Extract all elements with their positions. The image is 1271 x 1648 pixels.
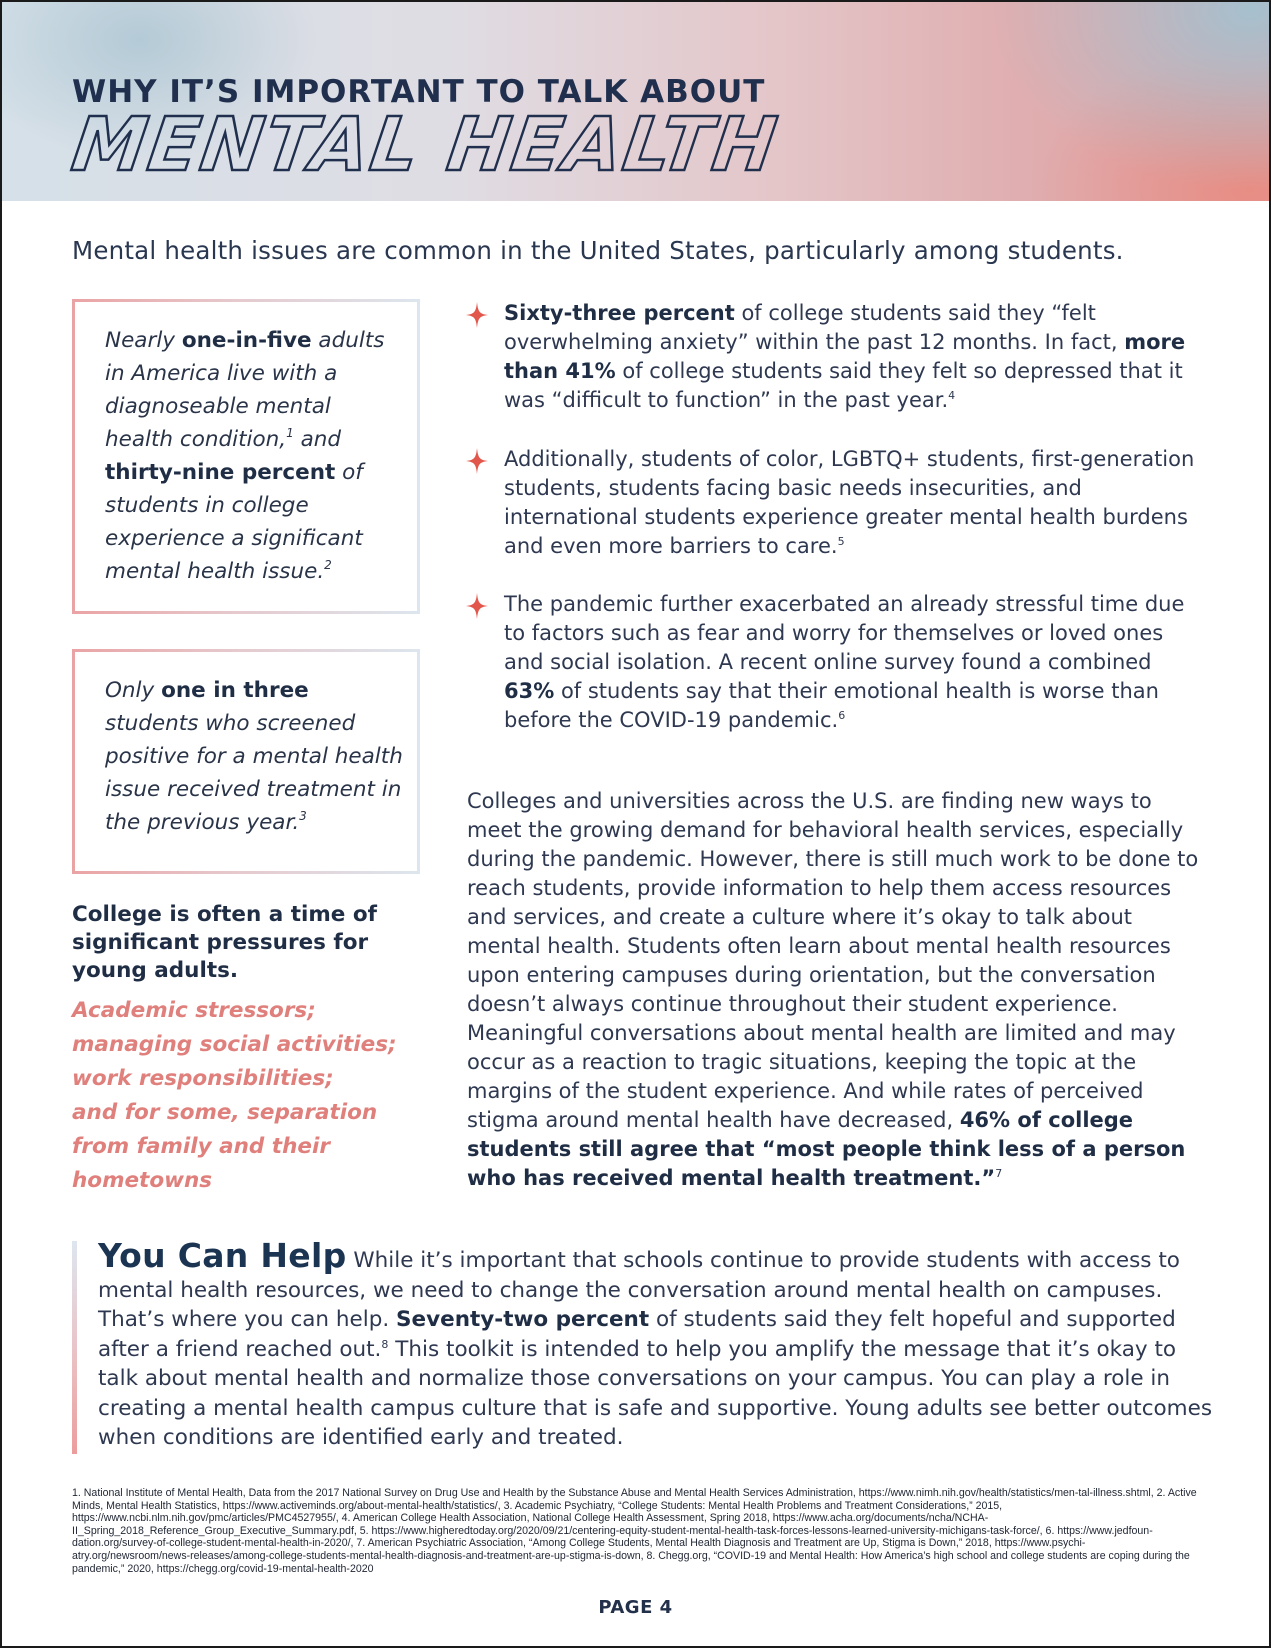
footnotes: 1. National Institute of Mental Health, Data from the 2017 National Survey on Drug Use and Health by the Substance Abuse and Mental Health Services Administration, https://www.nimh.nih.gov/health/statistics/men-tal-illness.shtml, 2. Active Minds, Mental Health Statistics, https://www.activeminds.org/about-mental-health/statistics/, 3. Academic Psychiatry, “College Students: Mental Health Problems and Treatment Considerations,” 2015, https://www.ncbi.nlm.nih.gov/pmc/articles/PMC4527955/, 4. American College Health Association, National College Health Assessment, Spring 2018, https://www.acha.org/documents/ncha/NCHA-II_Spring_2018_Reference_Group_Executive_Summary.pdf, 5. https://www.higheredtoday.org/2020/09/21/centering-equity-student-mental-health-task-forces-lessons-learned-university-michigans-task-force/, 6. https://www.jedfoun-dation.org/survey-of-college-student-mental-health-in-2020/, 7. American Psychiatric Association, “Among College Students, Mental Health Diagnosis and Treatment are Up, Stigma is Down,” 2018, https://www.psychi-atry.org/newsroom/news-releases/among-college-students-mental-health-diagnosis-and-treatment-are-up-stigma-is-down, 8. Chegg.org, “COVID-19 and Mental Health: How America’s high school and college students are coping during the pandemic,” 2020, https://chegg.org/covid-19-mental-health-2020 xyxy=(72,1487,1197,1575)
bullet-item xyxy=(466,299,1206,415)
text-run: of college students said they “felt overwhelming anxiety” within the past 12 months. In fact, xyxy=(504,301,1125,354)
footnote-ref: 5 xyxy=(837,535,845,548)
pressure-item: work responsibilities; xyxy=(72,1066,334,1091)
footnote-ref: 3 xyxy=(299,809,307,823)
page-number: PAGE 4 xyxy=(598,1597,673,1618)
intro-sentence: Mental health issues are common in the United States, particularly among students. xyxy=(72,236,1124,265)
bullet-highlight: more than 41% xyxy=(504,330,1186,383)
footnote-ref: 1 xyxy=(286,426,294,440)
text-run: students who screened positive for a mental health issue received treatment in the previous year. xyxy=(105,711,403,835)
text-run: of students said they felt hopeful and supported after a friend reached out. xyxy=(98,1307,1176,1362)
stat-box-one-in-five xyxy=(72,299,420,614)
bullet-highlight: Sixty-three percent xyxy=(504,301,735,325)
text-run: Only xyxy=(105,678,162,703)
four-point-star-icon xyxy=(466,448,488,474)
pressure-item: and for some, separation xyxy=(72,1100,378,1125)
pressure-item: from family and their xyxy=(72,1134,330,1159)
stat-highlight: one-in-five xyxy=(181,328,312,353)
accent-bar xyxy=(72,1241,77,1454)
you-can-help-section xyxy=(72,1236,1222,1454)
pressures-list xyxy=(72,994,432,1198)
pressure-item: hometowns xyxy=(72,1168,213,1193)
footnote-ref: 8 xyxy=(381,1337,389,1351)
stat-text xyxy=(105,674,405,839)
text-run: and xyxy=(293,427,342,452)
text-run: While it’s important that schools continue to provide students with access to mental health resources, we need to change the conversation around mental health on campuses. That’s where you can help. xyxy=(98,1248,1180,1332)
pressure-item: Academic stressors; xyxy=(72,998,316,1023)
header-kicker: WHY IT’S IMPORTANT TO TALK ABOUT xyxy=(72,74,766,110)
four-point-star-icon xyxy=(466,302,488,328)
footnote-ref: 4 xyxy=(948,389,956,402)
text-run: The pandemic further exacerbated an already stressful time due to factors such as fear and worry for themselves or loved ones and social isolation. A recent online survey found a combined xyxy=(504,592,1185,674)
four-point-star-icon xyxy=(466,593,488,619)
text-run: Colleges and universities across the U.S. are finding new ways to meet the growing demand for behavioral health services, especially during the pandemic. However, there is still much work to be done to reach students, provide information to help them access resources and services, and create a culture where it’s okay to talk about mental health. Students often learn about mental health resources upon entering campuses during orientation, but the conversation doesn’t always continue throughout their student experience. Meaningful conversations about mental health are limited and may occur as a reaction to tragic situations, keeping the topic at the margins of the student experience. And while rates of perceived stigma around mental health have decreased, xyxy=(467,789,1199,1132)
text-run: adults in America live with a diagnoseable mental health condition, xyxy=(105,328,385,452)
header-banner xyxy=(0,0,1271,201)
pressure-item: managing social activities; xyxy=(72,1032,397,1057)
text-run: This toolkit is intended to help you amplify the message that it’s okay to talk about mental health and normalize those conversations on your campus. You can play a role in creating a mental health campus culture that is safe and supportive. Young adults see better outcomes when conditions are identified early and treated. xyxy=(98,1336,1213,1450)
stat-highlight: one in three xyxy=(161,678,309,703)
footnote-ref: 6 xyxy=(838,709,846,722)
body-highlight: 46% of college students still agree that “most people think less of a person who has received mental health treatment.” xyxy=(467,1108,1186,1190)
text-run: Additionally, students of color, LGBTQ+ students, first-generation students, students facing basic needs insecurities, and international students experience greater mental health burdens and even more barriers to care. xyxy=(504,447,1195,558)
help-highlight: Seventy-two percent xyxy=(396,1307,650,1332)
footnote-ref: 2 xyxy=(324,558,332,572)
stat-box-one-in-three xyxy=(72,649,420,874)
section-heading: You Can Help xyxy=(98,1236,347,1275)
body-paragraph xyxy=(467,787,1207,1193)
footnote-ref: 7 xyxy=(995,1167,1003,1180)
text-run: of students say that their emotional health is worse than before the COVID-19 pandemic. xyxy=(504,679,1159,732)
text-run: of students in college experience a significant mental health issue. xyxy=(105,460,363,584)
pressures-heading: College is often a time of significant pressures for young adults. xyxy=(72,902,377,983)
bullet-item xyxy=(466,590,1206,735)
text-run: Nearly xyxy=(105,328,182,353)
you-can-help-text xyxy=(98,1236,1222,1453)
bullet-item xyxy=(466,445,1206,561)
bullet-highlight: 63% xyxy=(504,679,555,703)
text-run: of college students said they felt so depressed that it was “difficult to function” in the past year. xyxy=(504,359,1183,412)
page-title: MENTAL HEALTH xyxy=(67,102,784,188)
stat-highlight: thirty-nine percent xyxy=(105,460,336,485)
stat-text xyxy=(105,324,405,588)
